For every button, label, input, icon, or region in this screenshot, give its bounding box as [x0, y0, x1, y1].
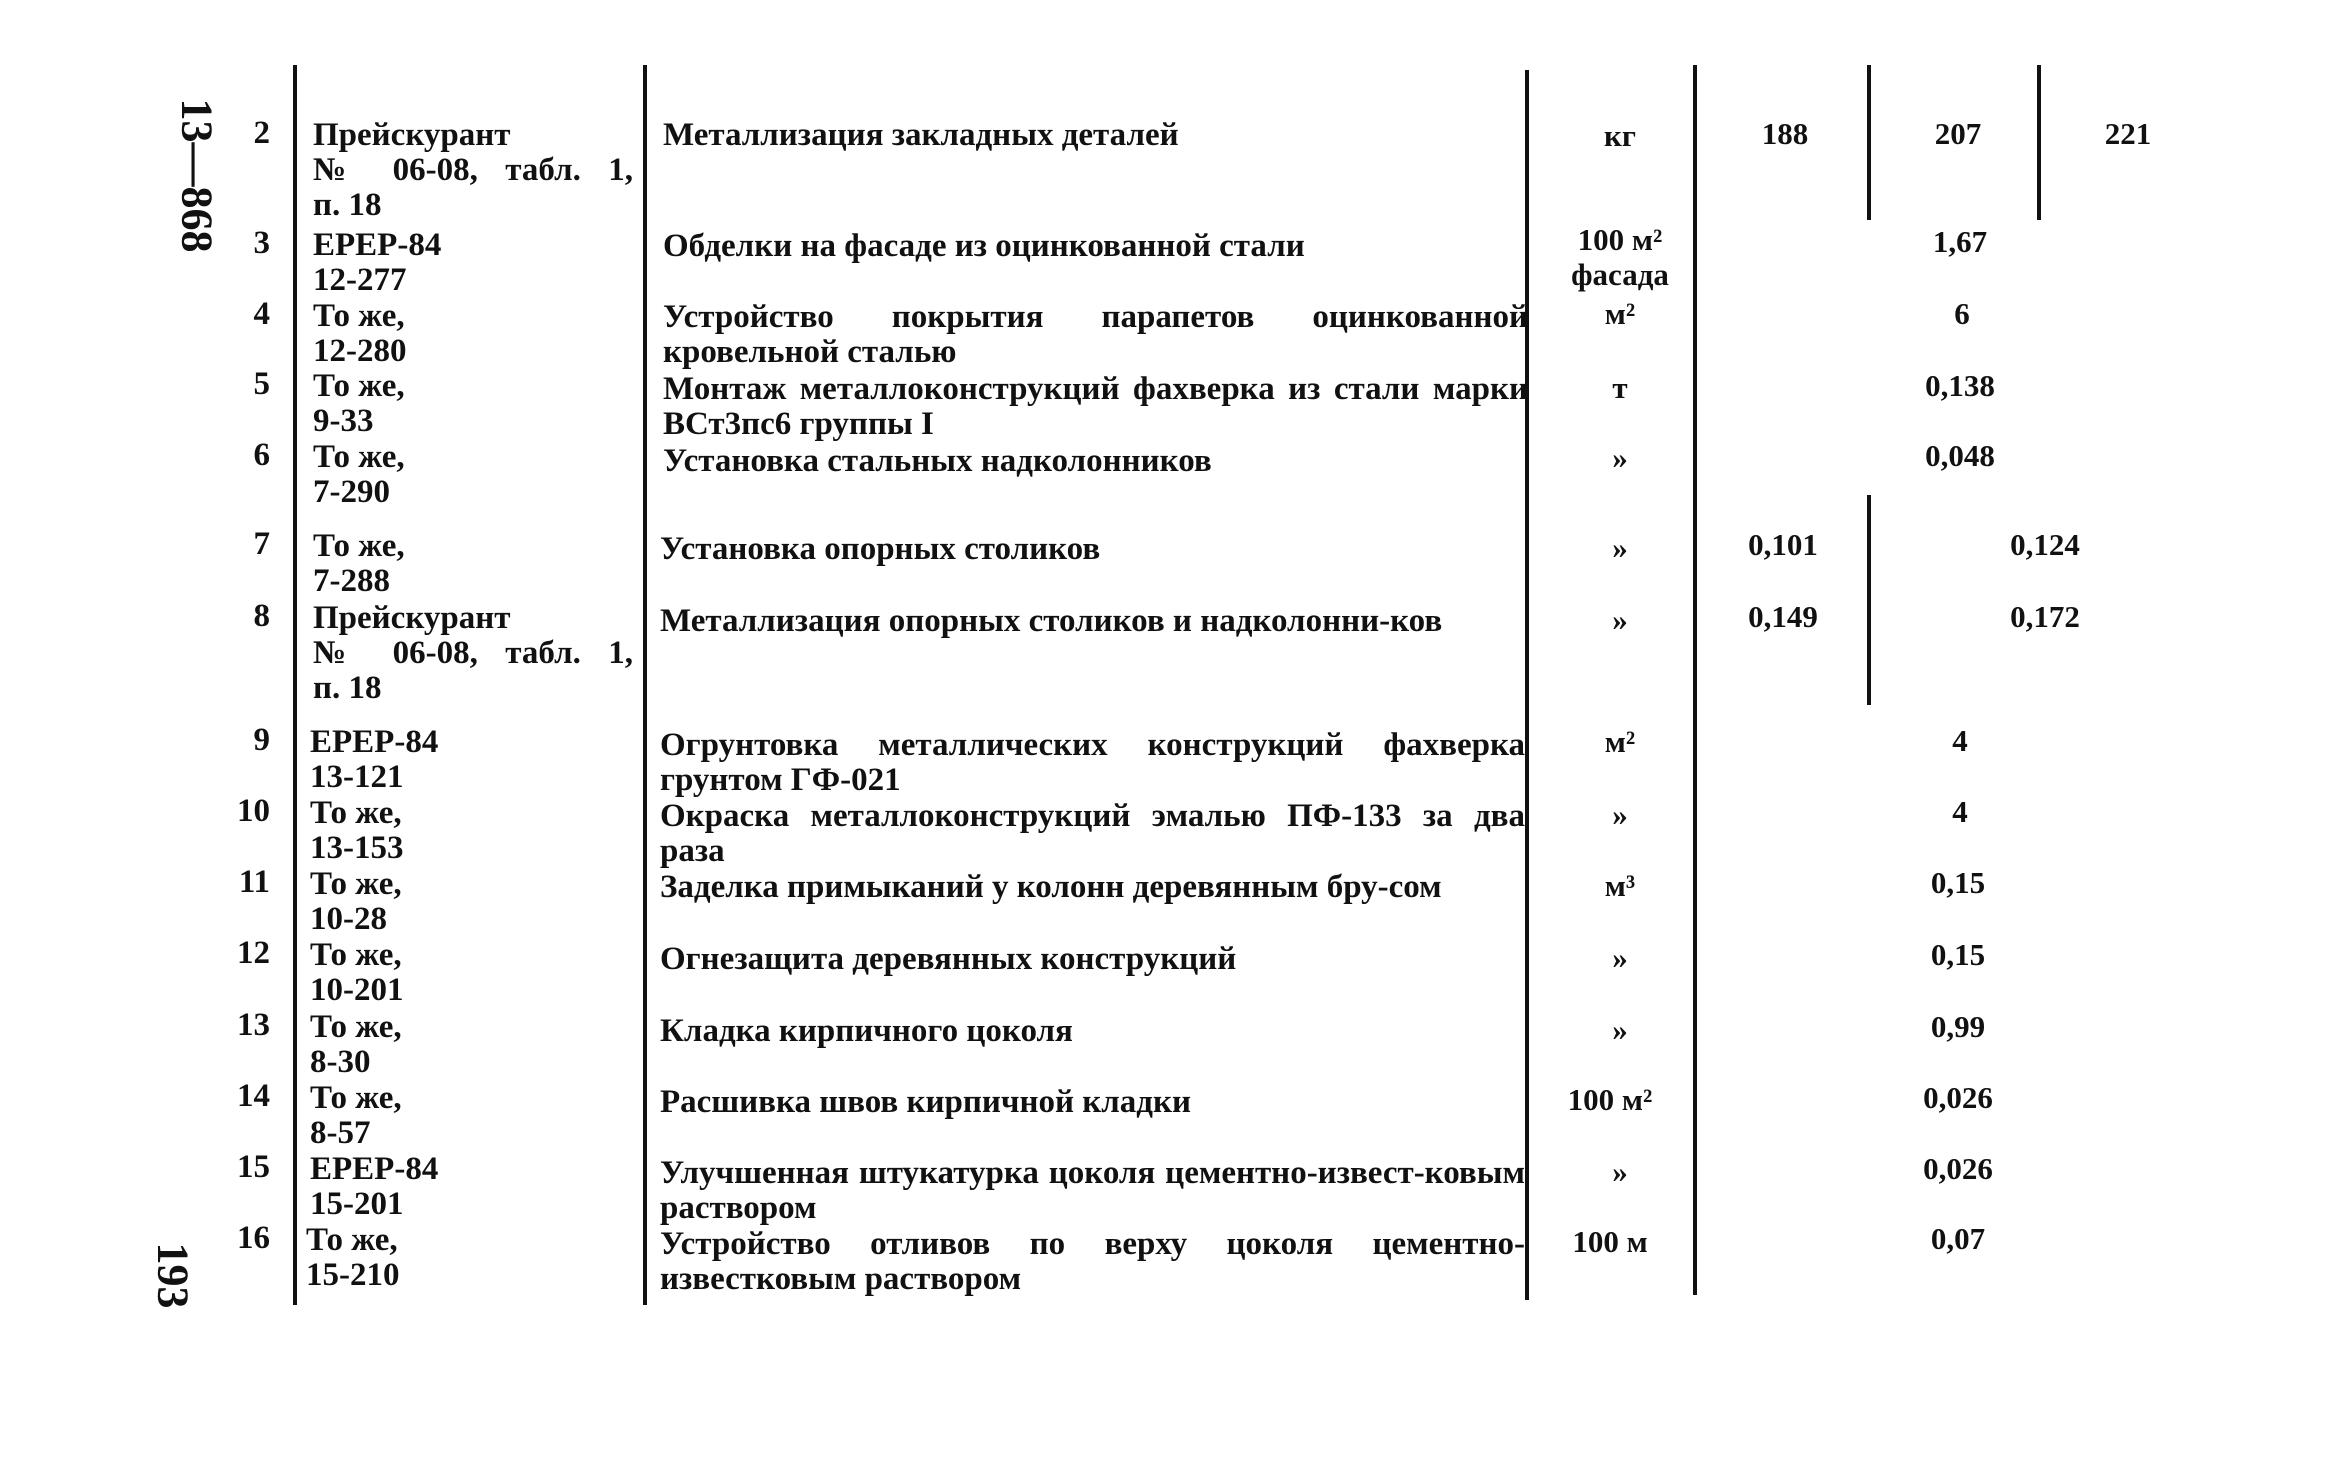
row-unit: м² [1604, 724, 1636, 759]
row-source: То же, 7-288 [313, 528, 405, 599]
page-mark-bottom: 193 [148, 1242, 198, 1309]
row-value: 6 [1954, 296, 1970, 331]
row-value: 188 [1761, 116, 1809, 151]
row-unit: » [1612, 1154, 1628, 1189]
row-source: То же, 8-57 [310, 1080, 402, 1151]
row-description: Окраска металлоконструкций эмалью ПФ-133 за два раза [660, 798, 1525, 869]
row-number: 7 [253, 526, 270, 562]
row-description: Улучшенная штукатурка цоколя цементно-извест-ковым раствором [660, 1155, 1525, 1226]
row-unit: т [1612, 370, 1628, 405]
row-value: 4 [1952, 723, 1968, 758]
row-source: То же, 15-210 [306, 1222, 400, 1293]
row-description: Расшивка швов кирпичной кладки [660, 1084, 1192, 1120]
row-unit: » [1612, 602, 1628, 637]
row-description: Заделка примыканий у колонн деревянным бру-сом [660, 869, 1442, 905]
row-source: То же, 8-30 [310, 1009, 402, 1080]
row-unit: кг [1604, 118, 1636, 153]
row-source: ЕРЕР-84 12-277 [313, 227, 442, 298]
row-value: 207 [1934, 116, 1982, 151]
row-description: Устройство отливов по верху цоколя цементно-известковым раствором [660, 1226, 1525, 1297]
row-unit: » [1612, 1012, 1628, 1047]
row-number: 11 [238, 864, 270, 900]
row-number: 12 [237, 935, 270, 971]
row-value: 0,026 [1923, 1080, 1993, 1115]
row-description: Обделки на фасаде из оцинкованной стали [663, 228, 1305, 264]
row-description: Монтаж металлоконструкций фахверка из стали марки ВСт3пс6 группы I [663, 371, 1528, 442]
row-source: То же, 7-290 [313, 439, 405, 510]
row-number: 4 [253, 296, 270, 332]
rule-val-1 [1867, 65, 1871, 220]
row-unit: м² [1604, 296, 1636, 331]
row-description: Огнезащита деревянных конструкций [660, 941, 1237, 977]
row-source: ЕРЕР-84 15-201 [310, 1151, 439, 1222]
row-source: То же, 10-201 [310, 937, 404, 1008]
row-description: Кладка кирпичного цоколя [660, 1013, 1073, 1049]
row-unit: 100 м² [1567, 1082, 1653, 1117]
row-description: Огрунтовка металлических конструкций фахверка грунтом ГФ-021 [660, 727, 1525, 798]
row-number: 13 [237, 1007, 270, 1043]
row-number: 15 [237, 1149, 270, 1185]
rule-val-3 [1867, 495, 1871, 705]
row-value: 0,101 [1748, 527, 1818, 562]
row-number: 6 [253, 437, 270, 473]
row-number: 9 [253, 722, 270, 758]
row-number: 2 [253, 115, 270, 151]
row-source: ЕРЕР-84 13-121 [310, 724, 439, 795]
row-unit: 100 м [1572, 1224, 1648, 1259]
rule-src-desc [643, 65, 647, 1305]
row-value: 0,99 [1930, 1009, 1986, 1044]
row-value: 0,149 [1748, 599, 1818, 634]
row-source: То же, 12-280 [313, 298, 407, 369]
row-value: 0,15 [1930, 937, 1986, 972]
row-description: Металлизация опорных столиков и надколонни-ков [660, 603, 1443, 639]
row-description: Установка опорных столиков [660, 531, 1101, 567]
row-value: 0,048 [1925, 438, 1995, 473]
row-source: Прейскурант № 06-08, табл. 1, п. 18 [313, 117, 633, 223]
rule-num-src [293, 65, 297, 1305]
row-number: 8 [253, 598, 270, 634]
row-value: 0,15 [1930, 865, 1986, 900]
row-number: 10 [237, 793, 270, 829]
row-value: 0,026 [1923, 1151, 1993, 1186]
row-number: 5 [253, 366, 270, 402]
row-number: 16 [237, 1220, 270, 1256]
row-value: 4 [1952, 794, 1968, 829]
row-value: 0,172 [2010, 599, 2080, 634]
row-description: Установка стальных надколонников [663, 443, 1212, 479]
row-value: 0,124 [2010, 527, 2080, 562]
row-unit: м³ [1604, 868, 1636, 903]
row-source: То же, 9-33 [313, 368, 405, 439]
row-source: То же, 13-153 [310, 795, 404, 866]
row-description: Металлизация закладных деталей [663, 117, 1179, 153]
row-value: 0,138 [1925, 368, 1995, 403]
page-mark-top: 13—868 [172, 98, 222, 253]
row-value: 221 [2104, 116, 2152, 151]
row-unit: » [1612, 440, 1628, 475]
row-value: 0,07 [1930, 1221, 1986, 1256]
row-value: 1,67 [1932, 224, 1988, 259]
row-number: 14 [237, 1078, 270, 1114]
row-number: 3 [253, 225, 270, 261]
row-unit: » [1612, 940, 1628, 975]
row-description: Устройство покрытия парапетов оцинкованной кровельной сталью [663, 299, 1528, 370]
row-unit: » [1612, 530, 1628, 565]
row-source: То же, 10-28 [310, 866, 402, 937]
row-unit: 100 м² фасада [1571, 222, 1669, 292]
row-source: Прейскурант № 06-08, табл. 1, п. 18 [313, 600, 633, 706]
rule-unit-val [1693, 65, 1697, 1295]
row-unit: » [1612, 797, 1628, 832]
